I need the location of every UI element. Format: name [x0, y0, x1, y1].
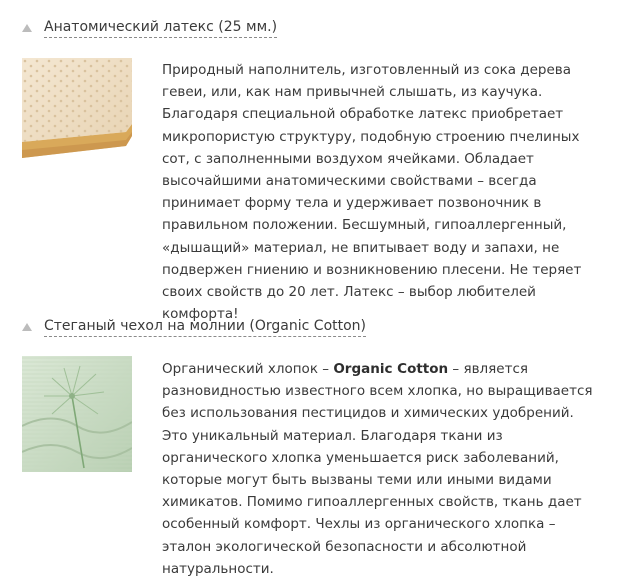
cover-section-title[interactable]: Стеганый чехол на молнии (Organic Cotton) — [44, 317, 366, 337]
collapse-arrow-icon[interactable] — [20, 21, 34, 35]
cover-description — [162, 358, 602, 580]
organic-cotton-fabric-image — [22, 356, 132, 472]
collapse-arrow-icon[interactable] — [20, 320, 34, 334]
latex-section-header[interactable] — [20, 16, 277, 40]
cover-description-lead: Органический хлопок – — [162, 361, 334, 377]
latex-section-title[interactable]: Анатомический латекс (25 мм.) — [44, 18, 277, 38]
cover-description-body: – является разновидностью известного всем хлопка, но выращивается без использования пестицидов и химических удобрений. Это уникальный материал. Благодаря ткани из органического хлопка уменьшается риск заболеваний, которые могут быть вызваны теми или иными видами химикатов. Помимо гипоаллергенных свойств, ткань дает особенный комфорт. Чехлы из органического хлопка – эталон экологической безопасности и абсолютной натуральности. — [162, 361, 593, 577]
latex-description: Природный наполнитель, изготовленный из сока дерева гевеи, или, как нам привычней слышать, из каучука. Благодаря специальной обработке латекс приобретает микропористую структуру, подобную строению пчелиных сот, с заполненными воздухом ячейками. Обладает высочайшими анатомическими свойствами – всегда принимает форму тела и удерживает позвоночник в правильном положении. Бесшумный, гипоаллергенный, «дышащий» материал, не впитывает воду и запахи, не подвержен гниению и возникновению плесени. Не теряет своих свойств до 20 лет. Латекс – выбор любителей комфорта! — [162, 62, 582, 323]
latex-sample-image — [22, 58, 132, 158]
organic-cotton-term: Organic Cotton — [333, 361, 449, 377]
cover-section-header[interactable] — [20, 315, 366, 339]
cover-section — [0, 305, 624, 577]
